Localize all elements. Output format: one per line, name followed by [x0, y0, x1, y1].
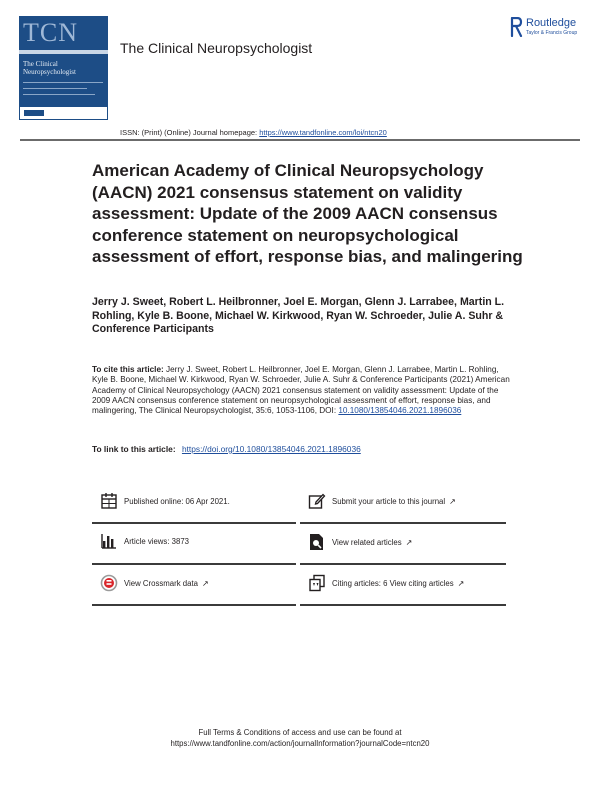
view-related-articles-text: View related articles	[332, 537, 402, 547]
external-link-icon: ↗	[457, 578, 465, 588]
cover-footer-band	[19, 106, 108, 120]
terms-text: Full Terms & Conditions of access and use can be found at	[198, 728, 402, 737]
cover-stripe	[19, 50, 108, 54]
external-link-icon: ↗	[201, 578, 209, 588]
article-link-label: To link to this article:	[92, 444, 178, 454]
journal-cover-thumbnail	[19, 16, 108, 120]
terms-footer	[0, 727, 600, 749]
citing-articles-link[interactable]	[308, 563, 464, 603]
citation-text: Jerry J. Sweet, Robert L. Heilbronner, Joel E. Morgan, Glenn J. Larrabee, Martin L. Rohling, Kyle B. Boone, Michael W. Kirkwood, Ryan W. Schroeder, Julie A. Suhr & Conference Participants (2021) American Academy of Clinical Neuropsychology (AACN) 2021 consensus statement on validity assessment: Update of the 2009 AACN consensus conference statement on neuropsychological assessment of effort, response bias, and malingering, The Clinical Neuropsychologist, 35:6, 1053-1106, DOI:	[92, 365, 510, 416]
cover-publisher-mark	[24, 110, 44, 116]
bar-chart-icon	[100, 532, 118, 550]
crossmark-icon	[100, 574, 118, 592]
publisher-name: Routledge	[526, 17, 577, 29]
publisher-logo[interactable]	[510, 17, 592, 39]
header-divider	[20, 139, 580, 141]
view-related-articles-link[interactable]	[308, 522, 412, 562]
issn-line	[120, 128, 387, 137]
citation-block	[92, 365, 514, 416]
article-authors: Jerry J. Sweet, Robert L. Heilbronner, Joel E. Morgan, Glenn J. Larrabee, Martin L. Rohling, Kyle B. Boone, Michael W. Kirkwood, Ryan W. Schroeder, Julie A. Suhr & Conference Participants	[92, 296, 505, 335]
published-online-text: Published online: 06 Apr 2021.	[124, 496, 230, 506]
routledge-logo-icon	[510, 17, 523, 37]
info-divider	[300, 604, 506, 606]
cover-title: The Clinical Neuropsychologist	[23, 60, 76, 76]
citation-label: To cite this article:	[92, 365, 167, 374]
view-crossmark-text: View Crossmark data	[124, 578, 198, 588]
article-link-line	[92, 444, 361, 454]
journal-homepage-link[interactable]: https://www.tandfonline.com/loi/ntcn20	[259, 128, 387, 137]
published-online-row	[100, 481, 230, 521]
edit-icon	[308, 492, 326, 510]
external-link-icon: ↗	[449, 496, 456, 506]
external-link-icon: ↗	[405, 537, 413, 547]
terms-url-link[interactable]: https://www.tandfonline.com/action/journalInformation?journalCode=ntcn20	[170, 739, 430, 748]
citation-doi-link[interactable]: 10.1080/13854046.2021.1896036	[338, 406, 462, 416]
citing-articles-text: Citing articles: 6 View citing articles	[332, 578, 454, 588]
article-doi-url-link[interactable]: https://doi.org/10.1080/13854046.2021.1896036	[181, 444, 361, 454]
issn-prefix: ISSN: (Print) (Online) Journal homepage:	[120, 128, 260, 137]
citing-articles-icon	[308, 574, 326, 592]
article-views-row	[100, 521, 189, 561]
submit-article-link[interactable]	[308, 481, 456, 521]
view-crossmark-link[interactable]	[100, 563, 209, 603]
calendar-icon	[100, 492, 118, 510]
cover-rule	[23, 82, 103, 83]
cover-rule	[23, 94, 95, 95]
cover-abbrev: TCN	[23, 18, 78, 47]
related-articles-icon	[308, 533, 326, 551]
publisher-tagline: Taylor & Francis Group	[526, 30, 578, 36]
submit-article-text: Submit your article to this journal	[332, 496, 446, 506]
journal-title: The Clinical Neuropsychologist	[120, 40, 313, 56]
cover-rule	[23, 88, 87, 89]
article-title: American Academy of Clinical Neuropsychology (AACN) 2021 consensus statement on validity assessment: Update of the 2009 AACN consensus conference statement on neuropsychological assessment of effort, response bias, and malingering	[92, 161, 523, 267]
info-divider	[92, 604, 296, 606]
article-views-text: Article views: 3873	[124, 536, 190, 546]
